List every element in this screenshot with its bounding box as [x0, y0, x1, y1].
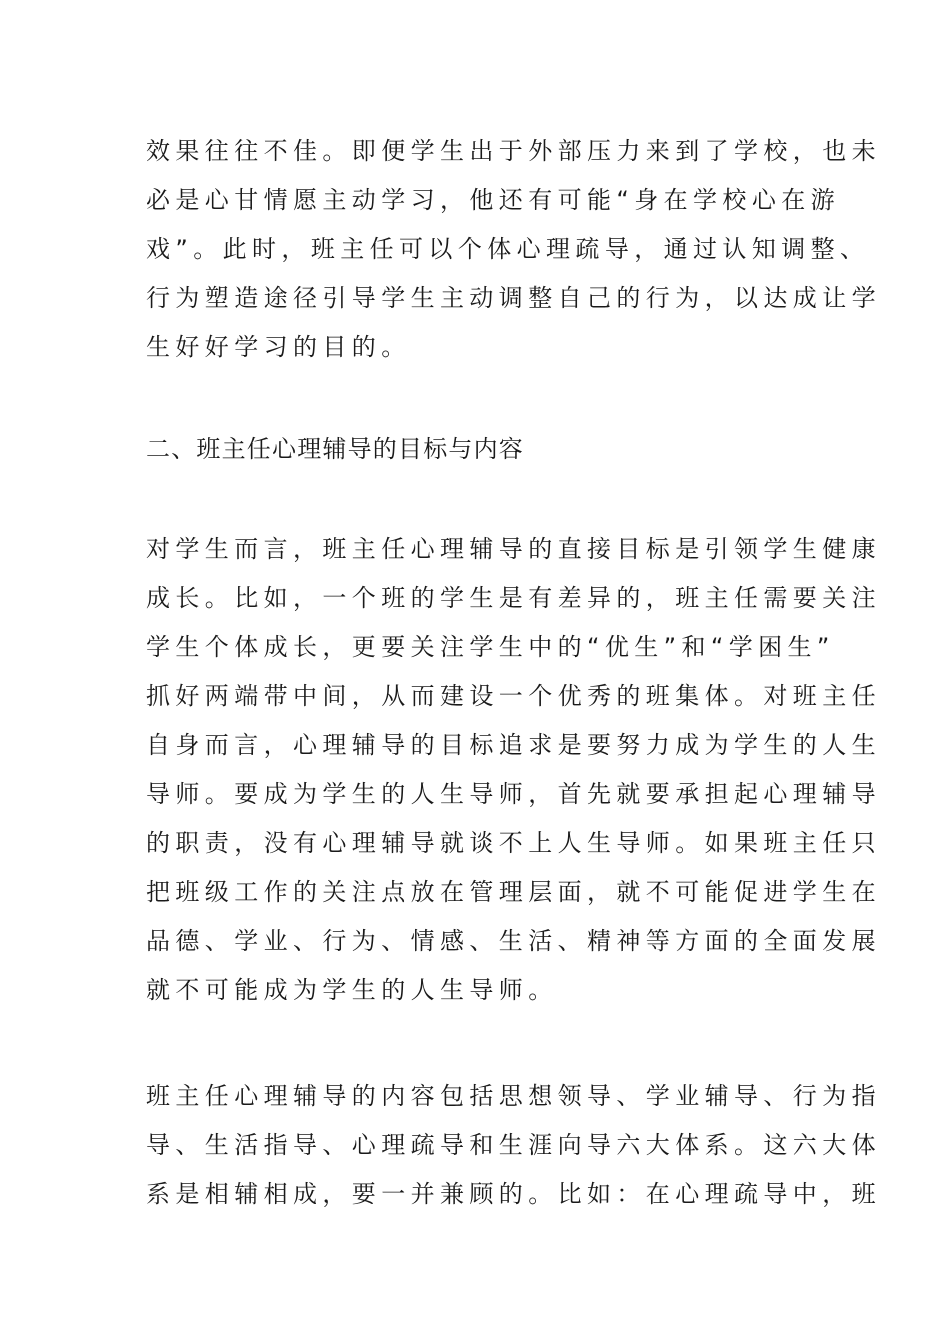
- paragraph-3: [146, 1072, 881, 1219]
- paragraph-1: [146, 127, 881, 372]
- text-line: 抓好两端带中间，从而建设一个优秀的班集体。对班主任: [146, 682, 881, 710]
- text-line: 对学生而言，班主任心理辅导的直接目标是引领学生健康: [146, 535, 881, 563]
- text-line: 成长。比如，一个班的学生是有差异的，班主任需要关注: [146, 584, 881, 612]
- text-line: 戏”。此时，班主任可以个体心理疏导，通过认知调整、: [146, 235, 870, 263]
- text-line: 就不可能成为学生的人生导师。: [146, 976, 558, 1004]
- text-line: 系是相辅相成，要一并兼顾的。比如：在心理疏导中，班: [146, 1180, 881, 1208]
- text-line: 生好好学习的目的。: [146, 333, 411, 361]
- text-line: 班主任心理辅导的内容包括思想领导、学业辅导、行为指: [146, 1082, 881, 1110]
- text-line: 行为塑造途径引导学生主动调整自己的行为，以达成让学: [146, 284, 881, 312]
- text-line: 效果往往不佳。即便学生出于外部压力来到了学校，也未: [146, 137, 881, 165]
- text-line: 的职责，没有心理辅导就谈不上人生导师。如果班主任只: [146, 829, 881, 857]
- section-heading: [146, 425, 816, 474]
- text-line: 把班级工作的关注点放在管理层面，就不可能促进学生在: [146, 878, 881, 906]
- text-line: 导师。要成为学生的人生导师，首先就要承担起心理辅导: [146, 780, 881, 808]
- text-line: 导、生活指导、心理疏导和生涯向导六大体系。这六大体: [146, 1131, 881, 1159]
- text-line: 品德、学业、行为、情感、生活、精神等方面的全面发展: [146, 927, 881, 955]
- text-line: 学生个体成长，更要关注学生中的“优生”和“学困生”: [146, 633, 835, 661]
- heading-text: 二、班主任心理辅导的目标与内容: [146, 435, 524, 463]
- text-line: 自身而言，心理辅导的目标追求是要努力成为学生的人生: [146, 731, 881, 759]
- paragraph-2: [146, 525, 881, 1015]
- text-line: 必是心甘情愿主动学习，他还有可能“身在学校心在游: [146, 186, 841, 214]
